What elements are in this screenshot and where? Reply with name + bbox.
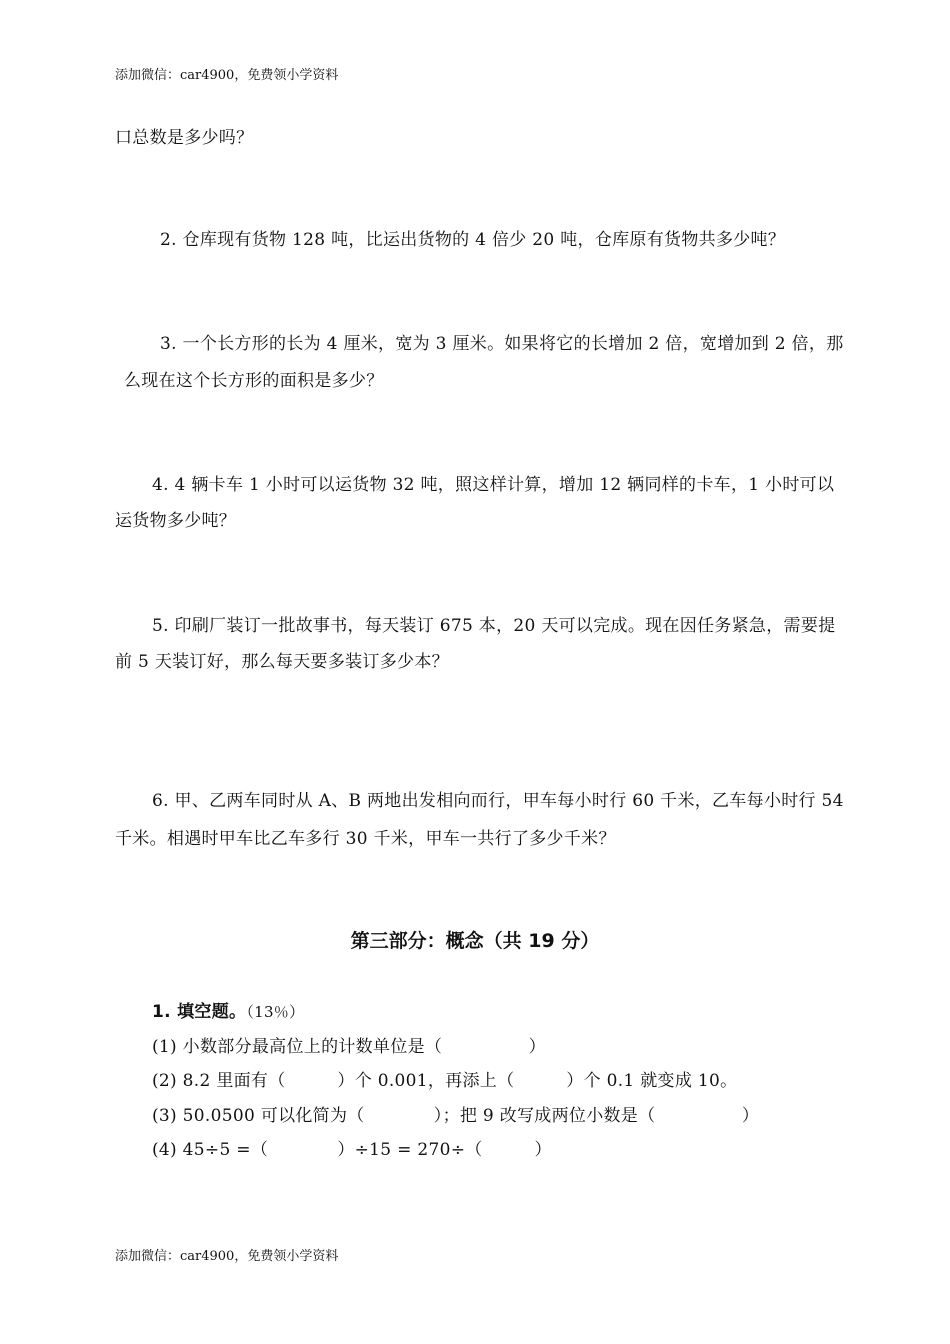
page-footer: 添加微信：car4900，免费领小学资料 xyxy=(115,1249,339,1264)
fill-heading-label: 1. 填空题。 xyxy=(152,1002,247,1022)
fill-heading-score: （13％） xyxy=(246,1003,305,1021)
fill-item-1: (1) 小数部分最高位上的计数单位是（ ） xyxy=(152,1037,546,1057)
problem-6-line-2: 千米。相遇时甲车比乙车多行 30 千米，甲车一共行了多少千米？ xyxy=(115,829,616,849)
problem-4-line-1: 4. 4 辆卡车 1 小时可以运货物 32 吨，照这样计算，增加 12 辆同样的卡车，1 小时可以 xyxy=(152,475,835,495)
problem-4-line-2: 运货物多少吨？ xyxy=(115,511,237,531)
section-title: 第三部分：概念（共 19 分） xyxy=(350,930,600,952)
problem-3-line-2: 么现在这个长方形的面积是多少？ xyxy=(124,371,384,391)
problem-6-line-1: 6. 甲、乙两车同时从 A、B 两地出发相向而行，甲车每小时行 60 千米，乙车每小时行 54 xyxy=(152,791,844,811)
problem-3-line-1: 3. 一个长方形的长为 4 厘米，宽为 3 厘米。如果将它的长增加 2 倍，宽增加到 2 倍，那 xyxy=(160,334,844,354)
page-header: 添加微信：car4900，免费领小学资料 xyxy=(115,68,339,83)
fill-heading xyxy=(152,1001,304,1023)
problem-2-line-1: 2. 仓库现有货物 128 吨，比运出货物的 4 倍少 20 吨，仓库原有货物共多少吨？ xyxy=(160,230,786,250)
fill-item-3: (3) 50.0500 可以化简为（ ）；把 9 改写成两位小数是（ ） xyxy=(152,1106,760,1126)
problem-5-line-1: 5. 印刷厂装订一批故事书，每天装订 675 本，20 天可以完成。现在因任务紧急，需要提 xyxy=(152,616,836,636)
fill-item-4: (4) 45÷5 =（ ）÷15 = 270÷（ ） xyxy=(152,1140,552,1160)
continuation-text: 口总数是多少吗？ xyxy=(115,128,254,148)
problem-5-line-2: 前 5 天装订好，那么每天要多装订多少本？ xyxy=(115,652,449,672)
fill-item-2: (2) 8.2 里面有（ ）个 0.001，再添上（ ）个 0.1 就变成 10。 xyxy=(152,1071,738,1091)
